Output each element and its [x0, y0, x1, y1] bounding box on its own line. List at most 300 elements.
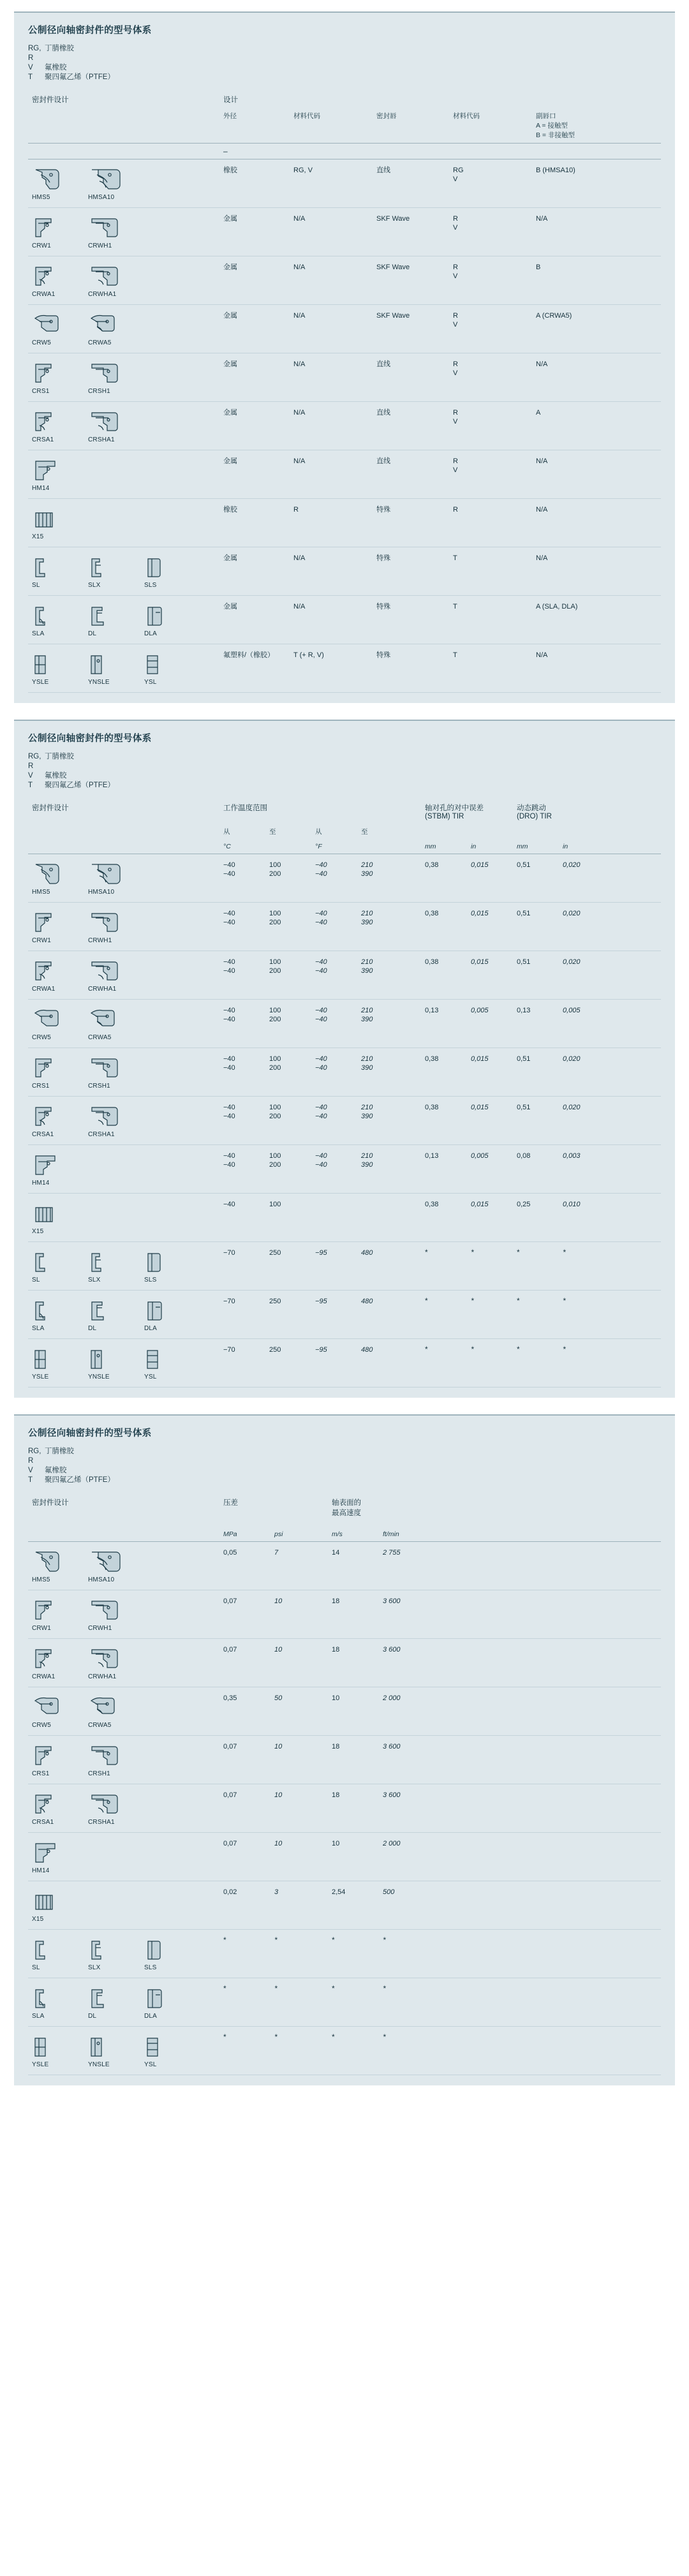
table-cell: * — [328, 1930, 379, 1978]
table-cell: 0,38 — [421, 951, 467, 1000]
unit-label: in — [563, 843, 568, 850]
seal-code-label: SL — [32, 1277, 40, 1284]
seal-design-cell — [28, 1930, 219, 1978]
table-cell: 100 200 — [265, 1145, 311, 1194]
seal-cross-section-icon — [32, 1055, 71, 1080]
table-cell: −40 −40 — [311, 1097, 357, 1145]
table-cell: −70 — [219, 1242, 265, 1291]
seal-design-cell — [28, 1881, 219, 1930]
seal-item — [32, 166, 71, 201]
table-cell: 0,38 — [421, 903, 467, 951]
table-cell: 0,020 — [559, 1048, 661, 1097]
seal-item — [88, 166, 128, 201]
table-cell: −40 −40 — [311, 1048, 357, 1097]
material-legend — [28, 752, 661, 790]
seal-design-cell — [28, 547, 219, 596]
table-cell: 0,07 — [219, 1833, 270, 1881]
seal-item — [88, 1345, 128, 1381]
seal-design-cell — [28, 159, 219, 208]
seal-code-label: CRWA5 — [88, 1722, 112, 1729]
table-cell: 100 200 — [265, 903, 311, 951]
table-cell: 0,015 — [467, 1097, 513, 1145]
seal-item — [32, 311, 71, 346]
seal-code-label: YSL — [144, 2061, 157, 2068]
seal-item — [32, 602, 71, 637]
seal-item — [32, 1200, 71, 1235]
table-cell: 金属 — [219, 208, 290, 256]
column-subheader: 密封唇 — [376, 112, 397, 120]
seal-code-label: DLA — [144, 1325, 158, 1332]
seal-cross-section-icon — [88, 1645, 128, 1671]
seal-code-label: CRWHA1 — [88, 291, 117, 298]
seal-design-cell — [28, 1542, 219, 1590]
table-cell: 0,005 — [467, 1145, 513, 1194]
table-cell: 0,015 — [467, 1048, 513, 1097]
unit-label: °C — [223, 843, 231, 850]
seal-item — [144, 1248, 184, 1284]
seal-cross-section-icon — [88, 1248, 128, 1274]
table-cell: 10 — [270, 1833, 328, 1881]
seal-design-cell — [28, 2027, 219, 2075]
table-cell: 特殊 — [373, 499, 449, 547]
table-cell: 50 — [270, 1687, 328, 1736]
table-row — [28, 547, 661, 596]
seal-item — [32, 505, 71, 540]
seal-code-label: CRSH1 — [88, 1083, 110, 1090]
table-cell: 210 390 — [357, 1097, 421, 1145]
seal-code-label: CRSA1 — [32, 436, 54, 443]
column-header-design: 设计 — [223, 96, 238, 104]
seal-cross-section-icon — [88, 1597, 128, 1622]
seal-code-label: HMS5 — [32, 194, 50, 201]
table-cell: −40 −40 — [219, 1000, 265, 1048]
table-cell: −40 −40 — [311, 854, 357, 903]
column-subheader: 副唇口 A = 接触型 B = 非接触型 — [536, 112, 575, 139]
seal-code-label: DL — [88, 1325, 97, 1332]
table-cell: 0,05 — [219, 1542, 270, 1590]
table-cell: 0,020 — [559, 1097, 661, 1145]
table-cell: N/A — [290, 256, 373, 305]
table-cell: 3 600 — [379, 1736, 661, 1784]
table-cell: 金属 — [219, 596, 290, 644]
unit-label: psi — [274, 1530, 283, 1538]
spec-panel-2 — [14, 720, 675, 1398]
table-cell: 0,38 — [421, 854, 467, 903]
unit-label: mm — [517, 843, 528, 850]
table-cell: 0,07 — [219, 1784, 270, 1833]
table-row — [28, 1639, 661, 1687]
seal-cross-section-icon — [88, 1985, 128, 2010]
seal-design-cell — [28, 1339, 219, 1388]
seal-cross-section-icon — [32, 457, 71, 482]
seal-code-label: CRS1 — [32, 1770, 50, 1777]
seal-code-label: CRW5 — [32, 1034, 52, 1041]
seal-item — [88, 2033, 128, 2068]
seal-design-cell — [28, 305, 219, 353]
seal-code-label: SLA — [32, 630, 45, 637]
table-cell: * — [513, 1242, 559, 1291]
legend-row — [28, 73, 661, 82]
seal-design-cell — [28, 353, 219, 402]
table-cell: N/A — [290, 305, 373, 353]
seal-cross-section-icon — [32, 861, 71, 886]
table-cell: −95 — [311, 1291, 357, 1339]
column-subheader: 材料代码 — [293, 112, 320, 120]
seal-code-label: SLX — [88, 1964, 101, 1971]
seal-item — [88, 909, 128, 944]
table-row — [28, 159, 661, 208]
table-cell: RG, V — [290, 159, 373, 208]
table-cell: 0,08 — [513, 1145, 559, 1194]
seal-item — [32, 1548, 71, 1583]
table-cell: A — [532, 402, 661, 450]
seal-cross-section-icon — [88, 1103, 128, 1129]
table-row — [28, 1097, 661, 1145]
seal-cross-section-icon — [32, 1742, 71, 1768]
seal-code-label: CRSHA1 — [88, 436, 115, 443]
seal-design-cell — [28, 1687, 219, 1736]
table-cell: 0,003 — [559, 1145, 661, 1194]
seal-cross-section-icon — [32, 2033, 71, 2059]
seal-code-label: YNSLE — [88, 679, 110, 686]
seal-design-cell — [28, 499, 219, 547]
seal-cross-section-icon — [88, 1345, 128, 1371]
table-cell: 0,005 — [559, 1000, 661, 1048]
unit-label: °F — [315, 843, 322, 850]
legend-material: 丁腈橡胶 — [45, 753, 74, 760]
seal-item — [88, 408, 128, 443]
table-cell: 18 — [328, 1736, 379, 1784]
seal-item — [32, 1248, 71, 1284]
seal-cross-section-icon — [144, 651, 184, 676]
seal-code-label: CRSA1 — [32, 1131, 54, 1138]
seal-cross-section-icon — [144, 1345, 184, 1371]
seal-design-cell — [28, 903, 219, 951]
seal-item — [32, 214, 71, 249]
seal-code-label: DL — [88, 2013, 97, 2020]
seal-cross-section-icon — [144, 602, 184, 628]
table-cell: * — [379, 1978, 661, 2027]
table-cell: N/A — [532, 353, 661, 402]
column-header-stbm: 轴对孔的对中误差 (STBM) TIR — [425, 804, 484, 820]
seal-cross-section-icon — [88, 602, 128, 628]
table-cell: 0,35 — [219, 1687, 270, 1736]
seal-code-label: DL — [88, 630, 97, 637]
table-row — [28, 402, 661, 450]
seal-cross-section-icon — [32, 1297, 71, 1322]
seal-cross-section-icon — [88, 554, 128, 579]
seal-code-label: SLS — [144, 1277, 157, 1284]
table-cell: A (SLA, DLA) — [532, 596, 661, 644]
table-cell: R V — [449, 353, 532, 402]
table-cell: 金属 — [219, 353, 290, 402]
seal-code-label: SL — [32, 582, 40, 589]
seal-code-label: HMSA10 — [88, 1576, 115, 1583]
table-cell: * — [467, 1242, 513, 1291]
legend-row — [28, 63, 661, 73]
seal-cross-section-icon — [32, 1694, 71, 1719]
seal-design-cell — [28, 256, 219, 305]
column-header-temp-range: 工作温度范围 — [223, 804, 267, 812]
legend-code: V — [28, 1467, 33, 1474]
seal-cross-section-icon — [32, 505, 71, 531]
table-cell: −40 −40 — [219, 854, 265, 903]
table-cell: R — [449, 499, 532, 547]
table-cell: 特殊 — [373, 644, 449, 693]
page-title: 公制径向轴密封件的型号体系 — [28, 1428, 152, 1439]
seal-cross-section-icon — [32, 1200, 71, 1225]
seal-designation-table-2 — [28, 799, 661, 1388]
seal-code-label: CRSHA1 — [88, 1131, 115, 1138]
table-cell: 100 200 — [265, 1000, 311, 1048]
seal-item — [88, 958, 128, 993]
seal-code-label: HMS5 — [32, 889, 50, 896]
seal-item — [88, 1055, 128, 1090]
seal-item — [32, 554, 71, 589]
table-row — [28, 1291, 661, 1339]
table-cell: R V — [449, 402, 532, 450]
table-cell: 500 — [379, 1881, 661, 1930]
table-cell: B — [532, 256, 661, 305]
table-cell: 0,015 — [467, 1194, 513, 1242]
table-row — [28, 951, 661, 1000]
table-cell: 0,25 — [513, 1194, 559, 1242]
table-row — [28, 1784, 661, 1833]
seal-item — [32, 408, 71, 443]
seal-design-cell — [28, 644, 219, 693]
table-cell: 7 — [270, 1542, 328, 1590]
table-cell: SKF Wave — [373, 305, 449, 353]
table-row — [28, 1194, 661, 1242]
seal-code-label: CRWA1 — [32, 1673, 56, 1680]
seal-cross-section-icon — [88, 214, 128, 240]
table-cell: 210 390 — [357, 1145, 421, 1194]
seal-cross-section-icon — [32, 1548, 71, 1574]
seal-design-cell — [28, 1784, 219, 1833]
unit-label — [357, 840, 421, 854]
seal-code-label: X15 — [32, 1228, 44, 1235]
seal-design-cell — [28, 1048, 219, 1097]
seal-code-label: CRW5 — [32, 1722, 52, 1729]
seal-code-label: CRWH1 — [88, 937, 112, 944]
column-header-speed: 轴表面的 最高速度 — [332, 1499, 361, 1517]
table-row — [28, 1048, 661, 1097]
seal-item — [88, 1297, 128, 1332]
column-header-seal-design: 密封件设计 — [32, 1499, 69, 1507]
table-cell: N/A — [290, 547, 373, 596]
seal-code-label: CRWH1 — [88, 242, 112, 249]
table-cell: T — [449, 596, 532, 644]
table-row — [28, 1000, 661, 1048]
seal-cross-section-icon — [32, 651, 71, 676]
seal-item — [88, 651, 128, 686]
seal-cross-section-icon — [88, 958, 128, 983]
table-cell: N/A — [290, 208, 373, 256]
table-cell: 0,07 — [219, 1639, 270, 1687]
table-cell: N/A — [532, 208, 661, 256]
table-cell: 0,015 — [467, 951, 513, 1000]
table-cell: * — [270, 1930, 328, 1978]
table-cell: R V — [449, 450, 532, 499]
table-cell: −40 −40 — [219, 1097, 265, 1145]
table-cell: * — [219, 1978, 270, 2027]
table-cell: −40 −40 — [311, 951, 357, 1000]
table-cell: 直线 — [373, 159, 449, 208]
seal-item — [32, 360, 71, 395]
table-cell: * — [513, 1339, 559, 1388]
unit-label: mm — [425, 843, 436, 850]
seal-item — [144, 651, 184, 686]
table-row — [28, 353, 661, 402]
table-cell: 3 600 — [379, 1590, 661, 1639]
seal-code-label: CRWHA1 — [88, 986, 117, 993]
table-row — [28, 1687, 661, 1736]
seal-cross-section-icon — [88, 1548, 128, 1574]
table-cell: * — [219, 1930, 270, 1978]
seal-item — [32, 1936, 71, 1971]
table-cell — [357, 1194, 421, 1242]
column-subheader: 至 — [361, 828, 368, 836]
table-cell: 18 — [328, 1639, 379, 1687]
table-cell: N/A — [290, 450, 373, 499]
seal-cross-section-icon — [88, 408, 128, 434]
table-cell: 0,13 — [421, 1145, 467, 1194]
seal-cross-section-icon — [88, 263, 128, 288]
seal-item — [32, 1103, 71, 1138]
seal-designation-table-1 — [28, 91, 661, 693]
legend-code: RG, R — [28, 45, 41, 62]
legend-code: RG, R — [28, 753, 41, 770]
table-cell: N/A — [290, 353, 373, 402]
seal-item — [88, 861, 128, 896]
table-cell: * — [421, 1291, 467, 1339]
table-cell: N/A — [532, 499, 661, 547]
table-cell: 0,38 — [421, 1097, 467, 1145]
unit-label: m/s — [332, 1530, 343, 1538]
seal-code-label: YSLE — [32, 2061, 49, 2068]
table-cell: 0,020 — [559, 854, 661, 903]
seal-cross-section-icon — [32, 1597, 71, 1622]
table-cell: * — [559, 1291, 661, 1339]
table-cell: 金属 — [219, 450, 290, 499]
seal-item — [32, 1888, 71, 1923]
table-cell: 2 000 — [379, 1687, 661, 1736]
seal-code-label: HMS5 — [32, 1576, 50, 1583]
table-cell: 210 390 — [357, 1048, 421, 1097]
seal-cross-section-icon — [32, 1985, 71, 2010]
table-cell: 氟塑料/（橡胶） — [219, 644, 290, 693]
seal-item — [88, 214, 128, 249]
table-cell: 0,020 — [559, 951, 661, 1000]
table-row — [28, 1881, 661, 1930]
legend-row — [28, 1466, 661, 1476]
table-cell: −70 — [219, 1339, 265, 1388]
seal-code-label: YSL — [144, 1373, 157, 1381]
table-row — [28, 1978, 661, 2027]
table-cell: 210 390 — [357, 1000, 421, 1048]
table-cell: SKF Wave — [373, 256, 449, 305]
seal-cross-section-icon — [32, 1248, 71, 1274]
table-cell: 金属 — [219, 305, 290, 353]
seal-cross-section-icon — [32, 1103, 71, 1129]
table-row — [28, 596, 661, 644]
seal-cross-section-icon — [32, 1645, 71, 1671]
seal-item — [32, 1345, 71, 1381]
seal-code-label: CRW1 — [32, 242, 52, 249]
seal-item — [144, 554, 184, 589]
seal-design-cell — [28, 1242, 219, 1291]
dash-marker: – — [223, 147, 228, 156]
table-cell: 特殊 — [373, 596, 449, 644]
table-cell: 3 — [270, 1881, 328, 1930]
table-cell: 0,015 — [467, 854, 513, 903]
table-cell: 0,38 — [421, 1194, 467, 1242]
seal-cross-section-icon — [32, 214, 71, 240]
table-cell: 14 — [328, 1542, 379, 1590]
table-row — [28, 305, 661, 353]
legend-row — [28, 771, 661, 781]
table-cell: 18 — [328, 1784, 379, 1833]
table-row — [28, 1145, 661, 1194]
seal-code-label: SLA — [32, 1325, 45, 1332]
table-cell: T (+ R, V) — [290, 644, 373, 693]
seal-item — [32, 651, 71, 686]
seal-cross-section-icon — [88, 1694, 128, 1719]
table-cell: 0,010 — [559, 1194, 661, 1242]
legend-material: 氟橡胶 — [45, 772, 67, 780]
table-cell — [311, 1194, 357, 1242]
table-row — [28, 644, 661, 693]
seal-code-label: CRSH1 — [88, 1770, 110, 1777]
seal-cross-section-icon — [32, 1936, 71, 1962]
seal-item — [32, 263, 71, 298]
seal-cross-section-icon — [88, 360, 128, 385]
seal-cross-section-icon — [88, 2033, 128, 2059]
table-cell: 100 200 — [265, 854, 311, 903]
seal-design-cell — [28, 596, 219, 644]
seal-item — [144, 1345, 184, 1381]
seal-item — [32, 1645, 71, 1680]
seal-cross-section-icon — [32, 408, 71, 434]
seal-code-label: CRW1 — [32, 937, 52, 944]
table-cell: N/A — [532, 644, 661, 693]
legend-row — [28, 752, 661, 771]
seal-item — [88, 1645, 128, 1680]
seal-item — [88, 360, 128, 395]
table-cell: 10 — [270, 1639, 328, 1687]
table-row — [28, 208, 661, 256]
table-cell: 10 — [328, 1687, 379, 1736]
column-subheader: 材料代码 — [453, 112, 480, 120]
seal-item — [32, 1742, 71, 1777]
seal-item — [32, 1151, 71, 1187]
table-cell: 100 200 — [265, 1097, 311, 1145]
seal-code-label: X15 — [32, 1916, 44, 1923]
seal-code-label: CRWA5 — [88, 1034, 112, 1041]
table-cell: N/A — [290, 402, 373, 450]
table-cell: * — [513, 1291, 559, 1339]
table-cell: 210 390 — [357, 903, 421, 951]
seal-item — [88, 1548, 128, 1583]
table-cell: 3 600 — [379, 1639, 661, 1687]
seal-code-label: CRW1 — [32, 1625, 52, 1632]
table-cell: −40 — [219, 1194, 265, 1242]
seal-design-cell — [28, 402, 219, 450]
table-cell: 100 200 — [265, 951, 311, 1000]
seal-item — [32, 2033, 71, 2068]
table-cell: N/A — [532, 450, 661, 499]
table-cell: 直线 — [373, 402, 449, 450]
